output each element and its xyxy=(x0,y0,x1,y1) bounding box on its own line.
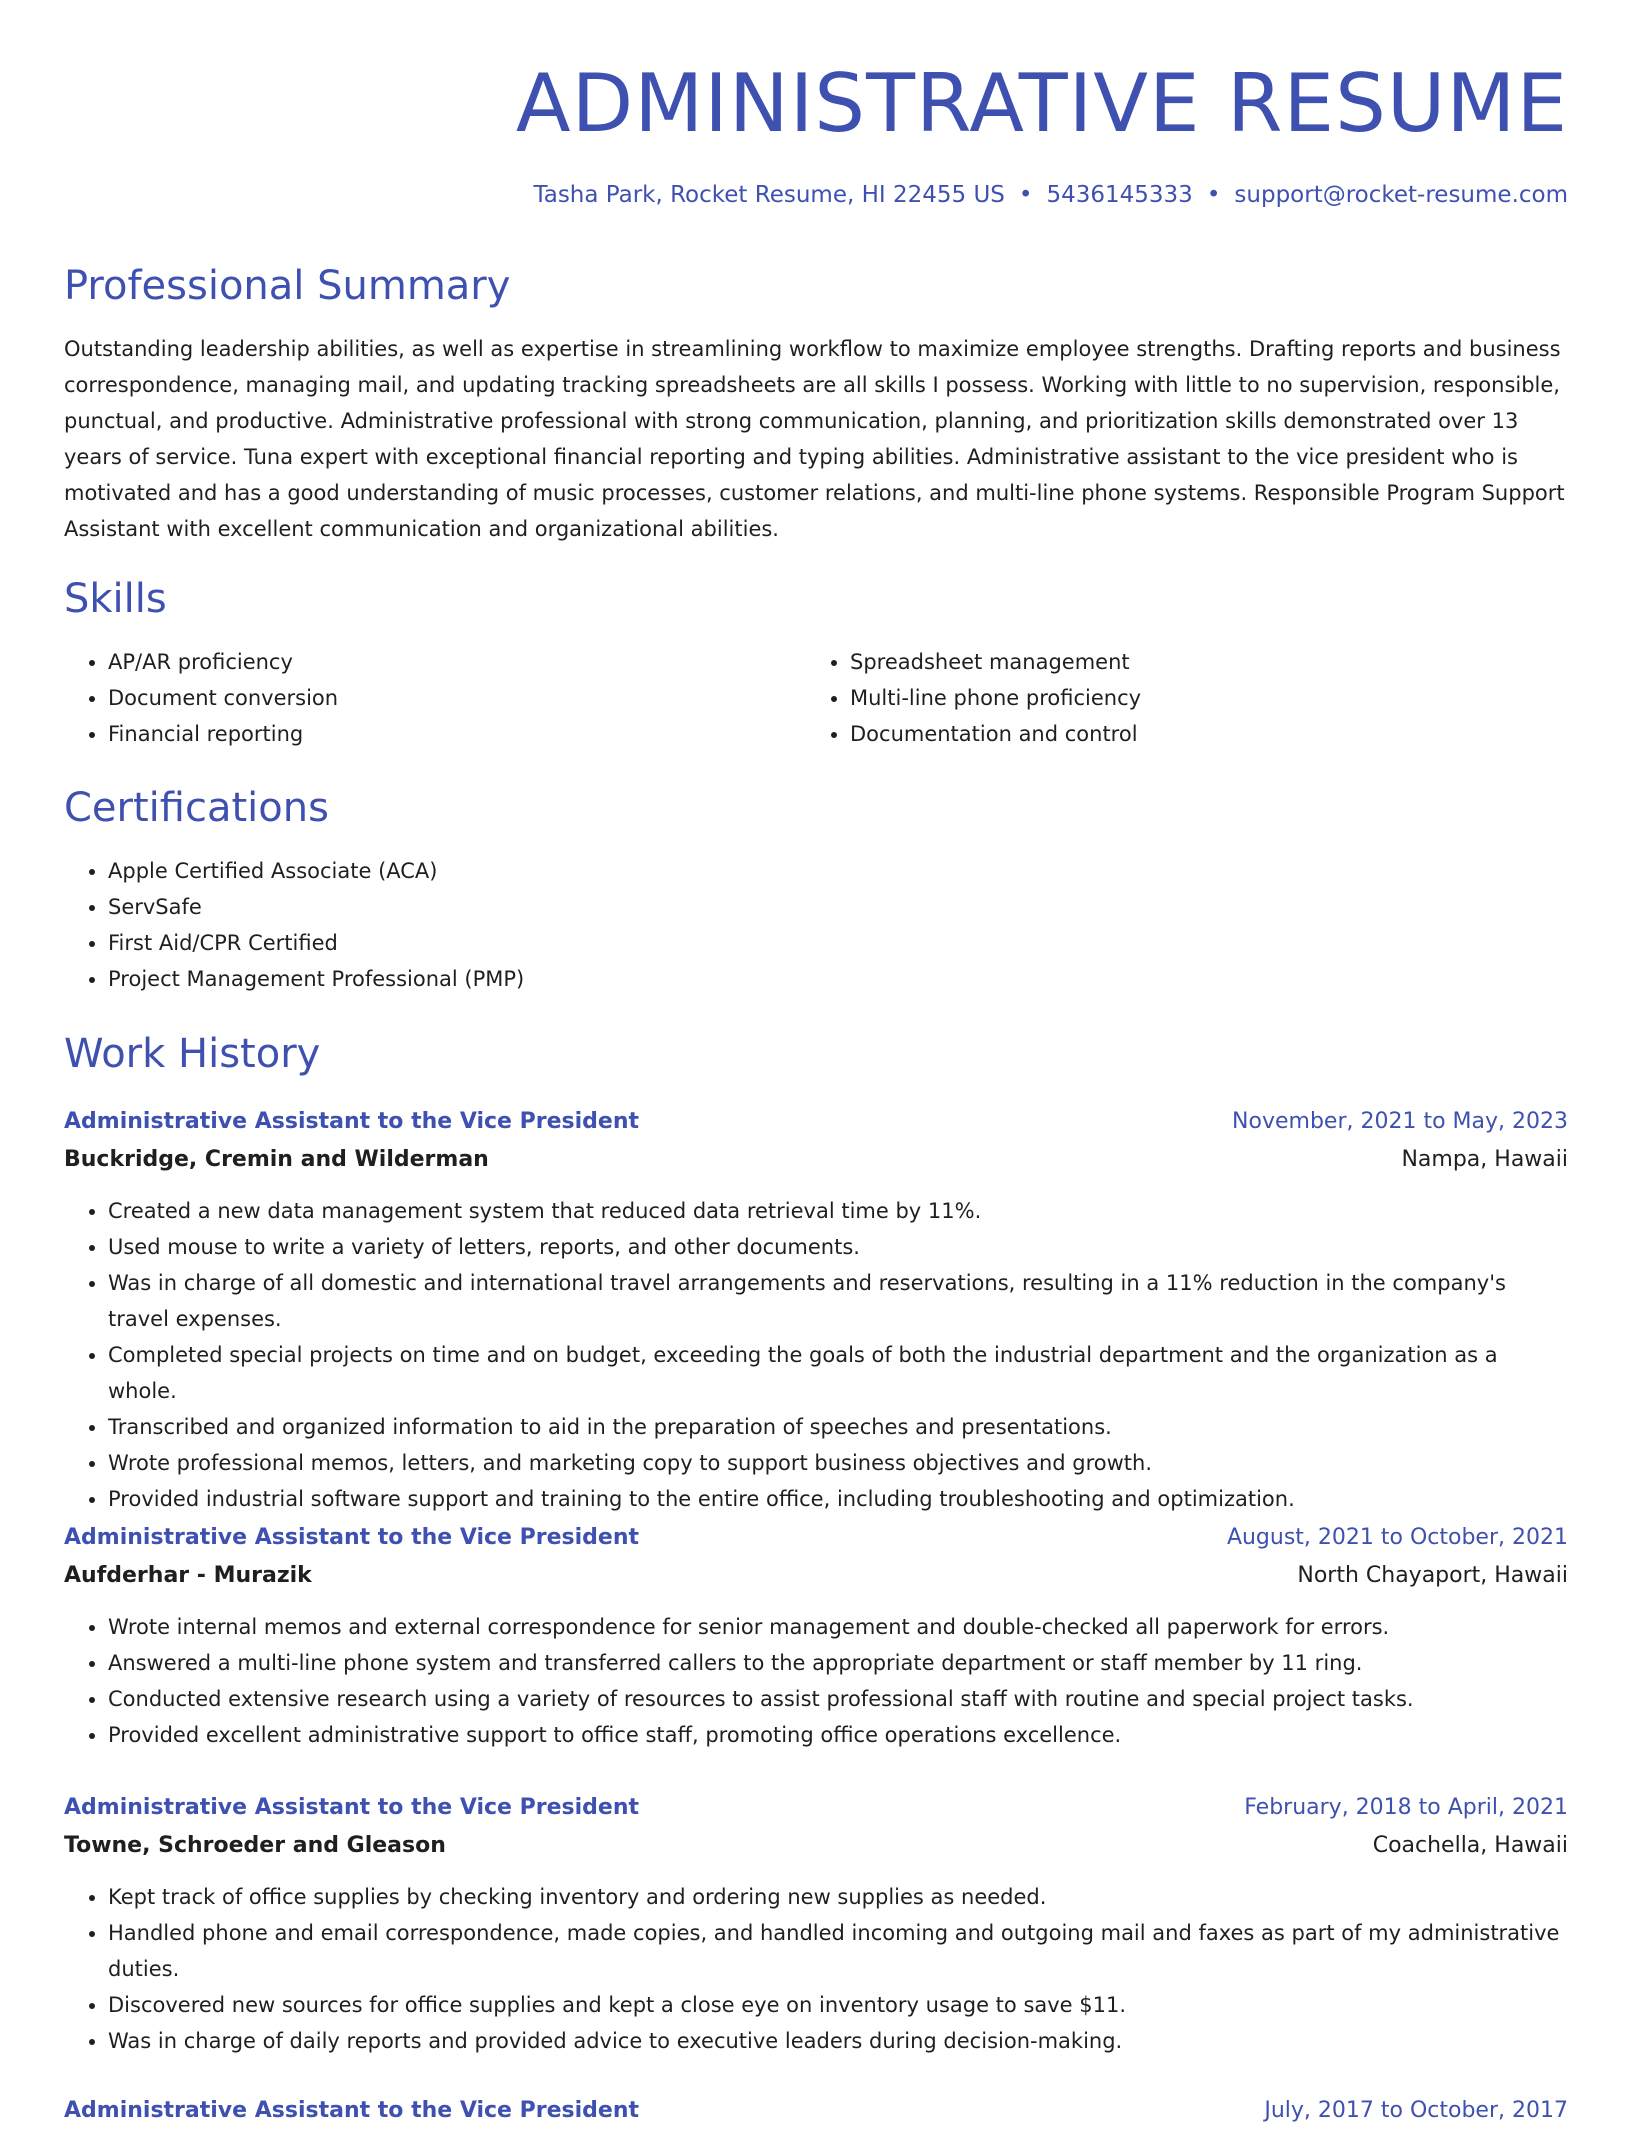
job-bullet: • Transcribed and organized information to aid in the preparation of speeches and presentations. xyxy=(108,1409,1568,1445)
job-bullet: • Completed special projects on time and on budget, exceeding the goals of both the industrial department and the organization as a whole. xyxy=(108,1337,1568,1409)
job-company: Aufderhar - Murazik xyxy=(64,1563,312,1588)
job-entry xyxy=(64,1789,1568,2059)
job-bullet: • Was in charge of all domestic and international travel arrangements and reservations, resulting in a 11% reduction in the company's travel expenses. xyxy=(108,1265,1568,1337)
job-dates: November, 2021 to May, 2023 xyxy=(1232,1109,1568,1134)
job-title-row xyxy=(64,2092,1568,2130)
job-title: Administrative Assistant to the Vice President xyxy=(64,2098,640,2123)
skills-heading: Skills xyxy=(64,576,167,622)
job-company-row xyxy=(64,1141,1568,1179)
job-bullet: • Wrote professional memos, letters, and marketing copy to support business objectives and growth. xyxy=(108,1445,1568,1481)
contact-separator: • xyxy=(1018,182,1033,208)
certifications-list xyxy=(64,853,1568,997)
job-bullet: • Handled phone and email correspondence, made copies, and handled incoming and outgoing mail and faxes as part of my administrative duties. xyxy=(108,1915,1568,1987)
skills-column-left xyxy=(64,644,806,752)
contact-separator: • xyxy=(1206,182,1221,208)
job-company-row xyxy=(64,1827,1568,1865)
job-bullet: • Was in charge of daily reports and provided advice to executive leaders during decision-making. xyxy=(108,2023,1568,2059)
contact-address: Tasha Park, Rocket Resume, HI 22455 US xyxy=(533,182,1005,208)
job-bullet: • Answered a multi-line phone system and transferred callers to the appropriate department or staff member by 11 ring. xyxy=(108,1645,1568,1681)
job-dates: August, 2021 to October, 2021 xyxy=(1226,1525,1568,1550)
skill-item: • Document conversion xyxy=(108,680,806,716)
job-title: Administrative Assistant to the Vice President xyxy=(64,1795,640,1820)
certifications-heading: Certifications xyxy=(64,785,329,831)
job-entry xyxy=(64,1519,1568,1753)
job-bullet: • Conducted extensive research using a variety of resources to assist professional staff with routine and special project tasks. xyxy=(108,1681,1568,1717)
job-bullet: • Kept track of office supplies by checking inventory and ordering new supplies as needed. xyxy=(108,1879,1568,1915)
job-bullet: • Used mouse to write a variety of letters, reports, and other documents. xyxy=(108,1229,1568,1265)
skill-item: • Financial reporting xyxy=(108,716,806,752)
job-entry xyxy=(64,1103,1568,1517)
job-bullets xyxy=(64,1609,1568,1753)
job-title: Administrative Assistant to the Vice President xyxy=(64,1525,640,1550)
skill-item: • Multi-line phone proficiency xyxy=(850,680,1548,716)
job-bullets xyxy=(64,1193,1568,1517)
certification-item: • Apple Certified Associate (ACA) xyxy=(108,853,1568,889)
certification-item: • ServSafe xyxy=(108,889,1568,925)
job-bullets xyxy=(64,1879,1568,2059)
skill-item: • AP/AR proficiency xyxy=(108,644,806,680)
job-location: Coachella, Hawaii xyxy=(1372,1833,1568,1858)
job-dates: July, 2017 to October, 2017 xyxy=(1264,2098,1568,2123)
job-company-row xyxy=(64,1557,1568,1595)
job-entry xyxy=(64,2092,1568,2130)
job-company: Towne, Schroeder and Gleason xyxy=(64,1833,446,1858)
job-bullet: • Provided industrial software support and training to the entire office, including troubleshooting and optimization. xyxy=(108,1481,1568,1517)
skills-list xyxy=(64,644,1568,752)
job-location: North Chayaport, Hawaii xyxy=(1297,1563,1568,1588)
certification-item: • Project Management Professional (PMP) xyxy=(108,961,1568,997)
skill-item: • Documentation and control xyxy=(850,716,1548,752)
job-dates: February, 2018 to April, 2021 xyxy=(1244,1795,1568,1820)
job-company: Buckridge, Cremin and Wilderman xyxy=(64,1147,489,1172)
resume-title: ADMINISTRATIVE RESUME xyxy=(515,57,1568,150)
job-title-row xyxy=(64,1789,1568,1827)
certification-item: • First Aid/CPR Certified xyxy=(108,925,1568,961)
contact-email[interactable]: support@rocket-resume.com xyxy=(1234,182,1568,208)
job-bullet: • Created a new data management system that reduced data retrieval time by 11%. xyxy=(108,1193,1568,1229)
job-title: Administrative Assistant to the Vice President xyxy=(64,1109,640,1134)
job-bullet: • Provided excellent administrative support to office staff, promoting office operations excellence. xyxy=(108,1717,1568,1753)
job-bullet: • Wrote internal memos and external correspondence for senior management and double-checked all paperwork for errors. xyxy=(108,1609,1568,1645)
skill-item: • Spreadsheet management xyxy=(850,644,1548,680)
job-bullet: • Discovered new sources for office supplies and kept a close eye on inventory usage to save $11. xyxy=(108,1987,1568,2023)
work-history-heading: Work History xyxy=(64,1031,321,1077)
summary-text: Outstanding leadership abilities, as well as expertise in streamlining workflow to maximize employee strengths. Drafting reports and business correspondence, managing mail, and updating tracking spreadsheets are all skills I possess. Working with little to no supervision, responsible, punctual, and productive. Administrative professional with strong communication, planning, and prioritization skills demonstrated over 13 years of service. Tuna expert with exceptional financial reporting and typing abilities. Administrative assistant to the vice president who is motivated and has a good understanding of music processes, customer relations, and multi-line phone systems. Responsible Program Support Assistant with excellent communication and organizational abilities. xyxy=(64,337,1565,541)
summary-heading: Professional Summary xyxy=(64,263,511,309)
skills-column-right xyxy=(806,644,1548,752)
job-title-row xyxy=(64,1103,1568,1141)
job-title-row xyxy=(64,1519,1568,1557)
contact-line xyxy=(64,180,1568,210)
job-location: Nampa, Hawaii xyxy=(1401,1147,1568,1172)
contact-phone: 5436145333 xyxy=(1046,182,1193,208)
